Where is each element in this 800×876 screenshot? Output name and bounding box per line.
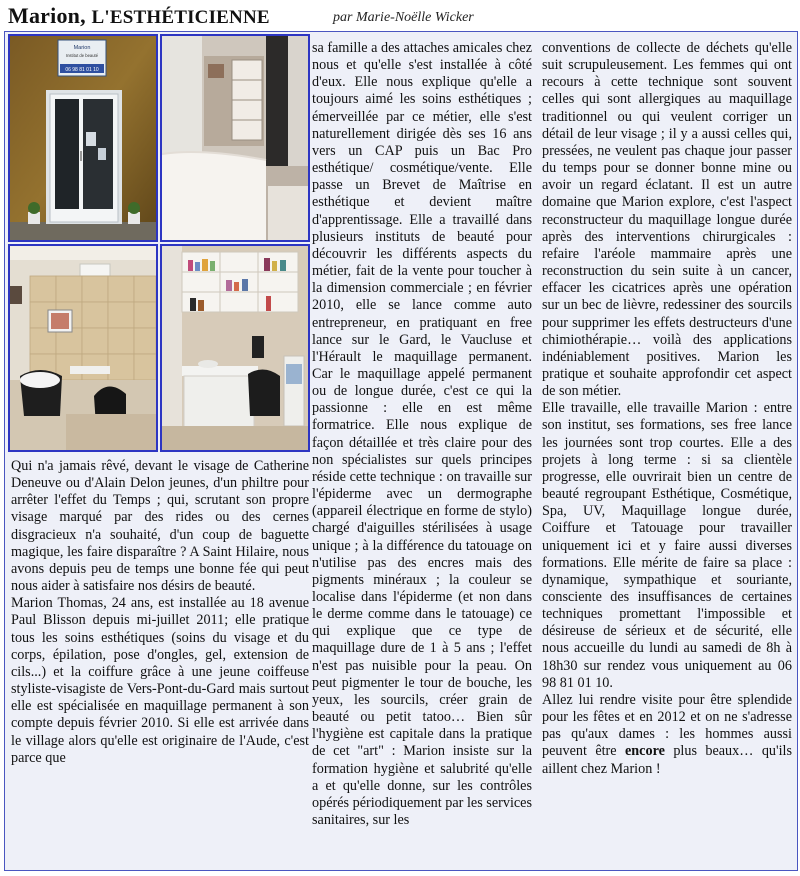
closing-text-end: plus beaux… qu'ils aillent chez Marion !: [542, 743, 792, 777]
closing-emphasis: encore: [624, 743, 665, 760]
article-column-right: [542, 40, 792, 778]
sign-subtitle: Institut de beauté: [65, 53, 99, 58]
paragraph-intro: Qui n'a jamais rêvé, devant le visage de Catherine Deneuve ou d'Alain Delon jeunes, d'un philtre pour arrêter l'effet du Temps ; qui, scrutant son propre visage marqué par des rides ou des cernes disgracieux n'a souhaité, d'un coup de baguette magique, les faire disparaître ? A Saint Hilaire, nous avons depuis peu de temps une bonne fée qui peut nous aider à satisfaire nos désirs de beauté.: [11, 458, 309, 595]
article-column-left: [11, 458, 309, 767]
author-byline: par Marie-Noëlle Wicker: [333, 10, 474, 25]
article-column-middle: [312, 40, 532, 829]
photo-salon-room: [8, 244, 158, 452]
storefront-illustration: [10, 36, 156, 240]
title-role: L'ESTHÉTICIENNE: [91, 7, 270, 28]
sign-name: Marion: [73, 45, 91, 51]
sign-phone: 06 98 81 01 10: [65, 67, 99, 73]
photo-treatment-station: [160, 244, 310, 452]
photo-reception-desk: [160, 34, 310, 242]
paragraph-career: sa famille a des attaches amicales chez nous et qu'elle s'est installée à côté d'eux. Elle nous explique qu'elle a toujours aimé les soins esthétiques ; émerveillée par ce métier, elle s'est naturellement dirigée dès ses 16 ans vers un CAP puis un Bac Pro esthétique/ cosmétique/vente. Elle passe un Brevet de Maîtrise en esthétique et devient maître d'apprentissage. Elle a travaillé dans plusieurs instituts de beauté pour découvrir les différents aspects du métier, fait de la vente pour toucher à la dimension commerciale ; en février 2010, elle se lance comme auto entrepreneur, en pratiquant en free lance sur le Gard, le Vaucluse et l'Hérault le maquillage permanent. Car le maquillage appelé permanent ou de longue durée, c'est ce qui la passionne : elle en est même formatrice. Elle nous explique de façon détaillée et très claire pour des non spécialistes sur quels principes réside cette technique : on travaille sur l'épiderme avec un dermographe (appareil électrique en forme de stylo) chargé d'aiguilles stérilisées à usage unique ; à la différence du tatouage on n'utilise pas des encres mais des pigments minéraux ; la couleur se localise dans l'épiderme (et non dans le derme comme dans le tatouage) ce qui explique que ce type de maquillage dure de 1 à 5 ans ; l'effet n'est pas nuisible pour la peau. On peut pigmenter le tour de bouche, les yeux, les sourcils, créer grain de beauté ou petit tatoo… Bien sûr l'hygiène est capitale dans la pratique de cet "art" : Marion insiste sur la formation hygiène et salubrité qu'elle a et qu'elle donne, sur les contrôles opérés périodiquement par les services sanitaires, sur les: [312, 40, 532, 829]
station-illustration: [162, 246, 308, 450]
paragraph-reconstruction: conventions de collecte de déchets qu'elle suit scrupuleusement. Les femmes qui ont recours à cette technique sont souvent celles qui sont allergiques au maquillage traditionnel ou qui veulent corriger un détail de leur visage ; il y a aussi celles qui, pressées, ne veulent pas chaque jour passer du temps pour se donner bonne mine ou avoir un regard éclatant. Il est un autre domaine que Marion explore, c'est l'aspect reconstructeur du maquillage longue durée après des interventions chirurgicales : refaire l'aréole mammaire après une reconstruction du sein suite à un cancer, effacer les cicatrices après une opération sur un bec de lièvre, redessiner des sourcils pour supprimer les effets destructeurs d'une chimiothérapie… voilà des applications indéniablement positives. Marion les pratique et souhaite approfondir cet aspect de son métier.: [542, 40, 792, 400]
salon-illustration: [10, 246, 156, 450]
article-title: Marion, L'ESTHÉTICIENNE: [8, 3, 270, 28]
reception-illustration: [162, 36, 308, 240]
paragraph-marion-thomas: Marion Thomas, 24 ans, est installée au 18 avenue Paul Blisson depuis mi-juillet 2011; elle pratique tous les soins esthétiques (soins du visage et du corps, épilation, pose d'ongles, gel, extension de cils...) et la coiffure grâce à une jeune coiffeuse styliste-visagiste de Vers-Pont-du-Gard mais surtout elle est spécialisée en maquillage permanent à son compte depuis février 2010. Si elle est arrivée dans le village alors qu'elle est originaire de l'Aude, c'est parce que: [11, 595, 309, 766]
paragraph-projects: Elle travaille, elle travaille Marion : entre son institut, ses formations, ses free lance les journées sont trop courtes. Elle a des projets à long terme : si sa clientèle progresse, elle ouvrirait bien un centre de beauté regroupant Esthétique, Cosmétique, Spa, UV, Maquillage longue durée, Coiffure et Tatouage pour travailler uniquement ici et y faire aussi diverses formations. Elle mérite de faire sa place : dynamique, sympathique et souriante, consciente des insuffisances de certaines techniques promettant l'impossible et désireuse de sérieux et de sécurité, elle nous accueille du lundi au samedi de 8h à 18h30 sur rendez vous uniquement au 06 98 81 01 10.: [542, 400, 792, 691]
article-box: [4, 31, 798, 871]
paragraph-closing: [542, 692, 792, 778]
photo-storefront: [8, 34, 158, 242]
closing-text-start: Allez lui rendre visite pour être splendide pour les fêtes et en 2012 et on ne s'adresse pas qu'aux dames : les hommes aussi peuvent être: [542, 691, 792, 760]
title-name: Marion: [8, 3, 81, 28]
article-header: [8, 3, 798, 29]
